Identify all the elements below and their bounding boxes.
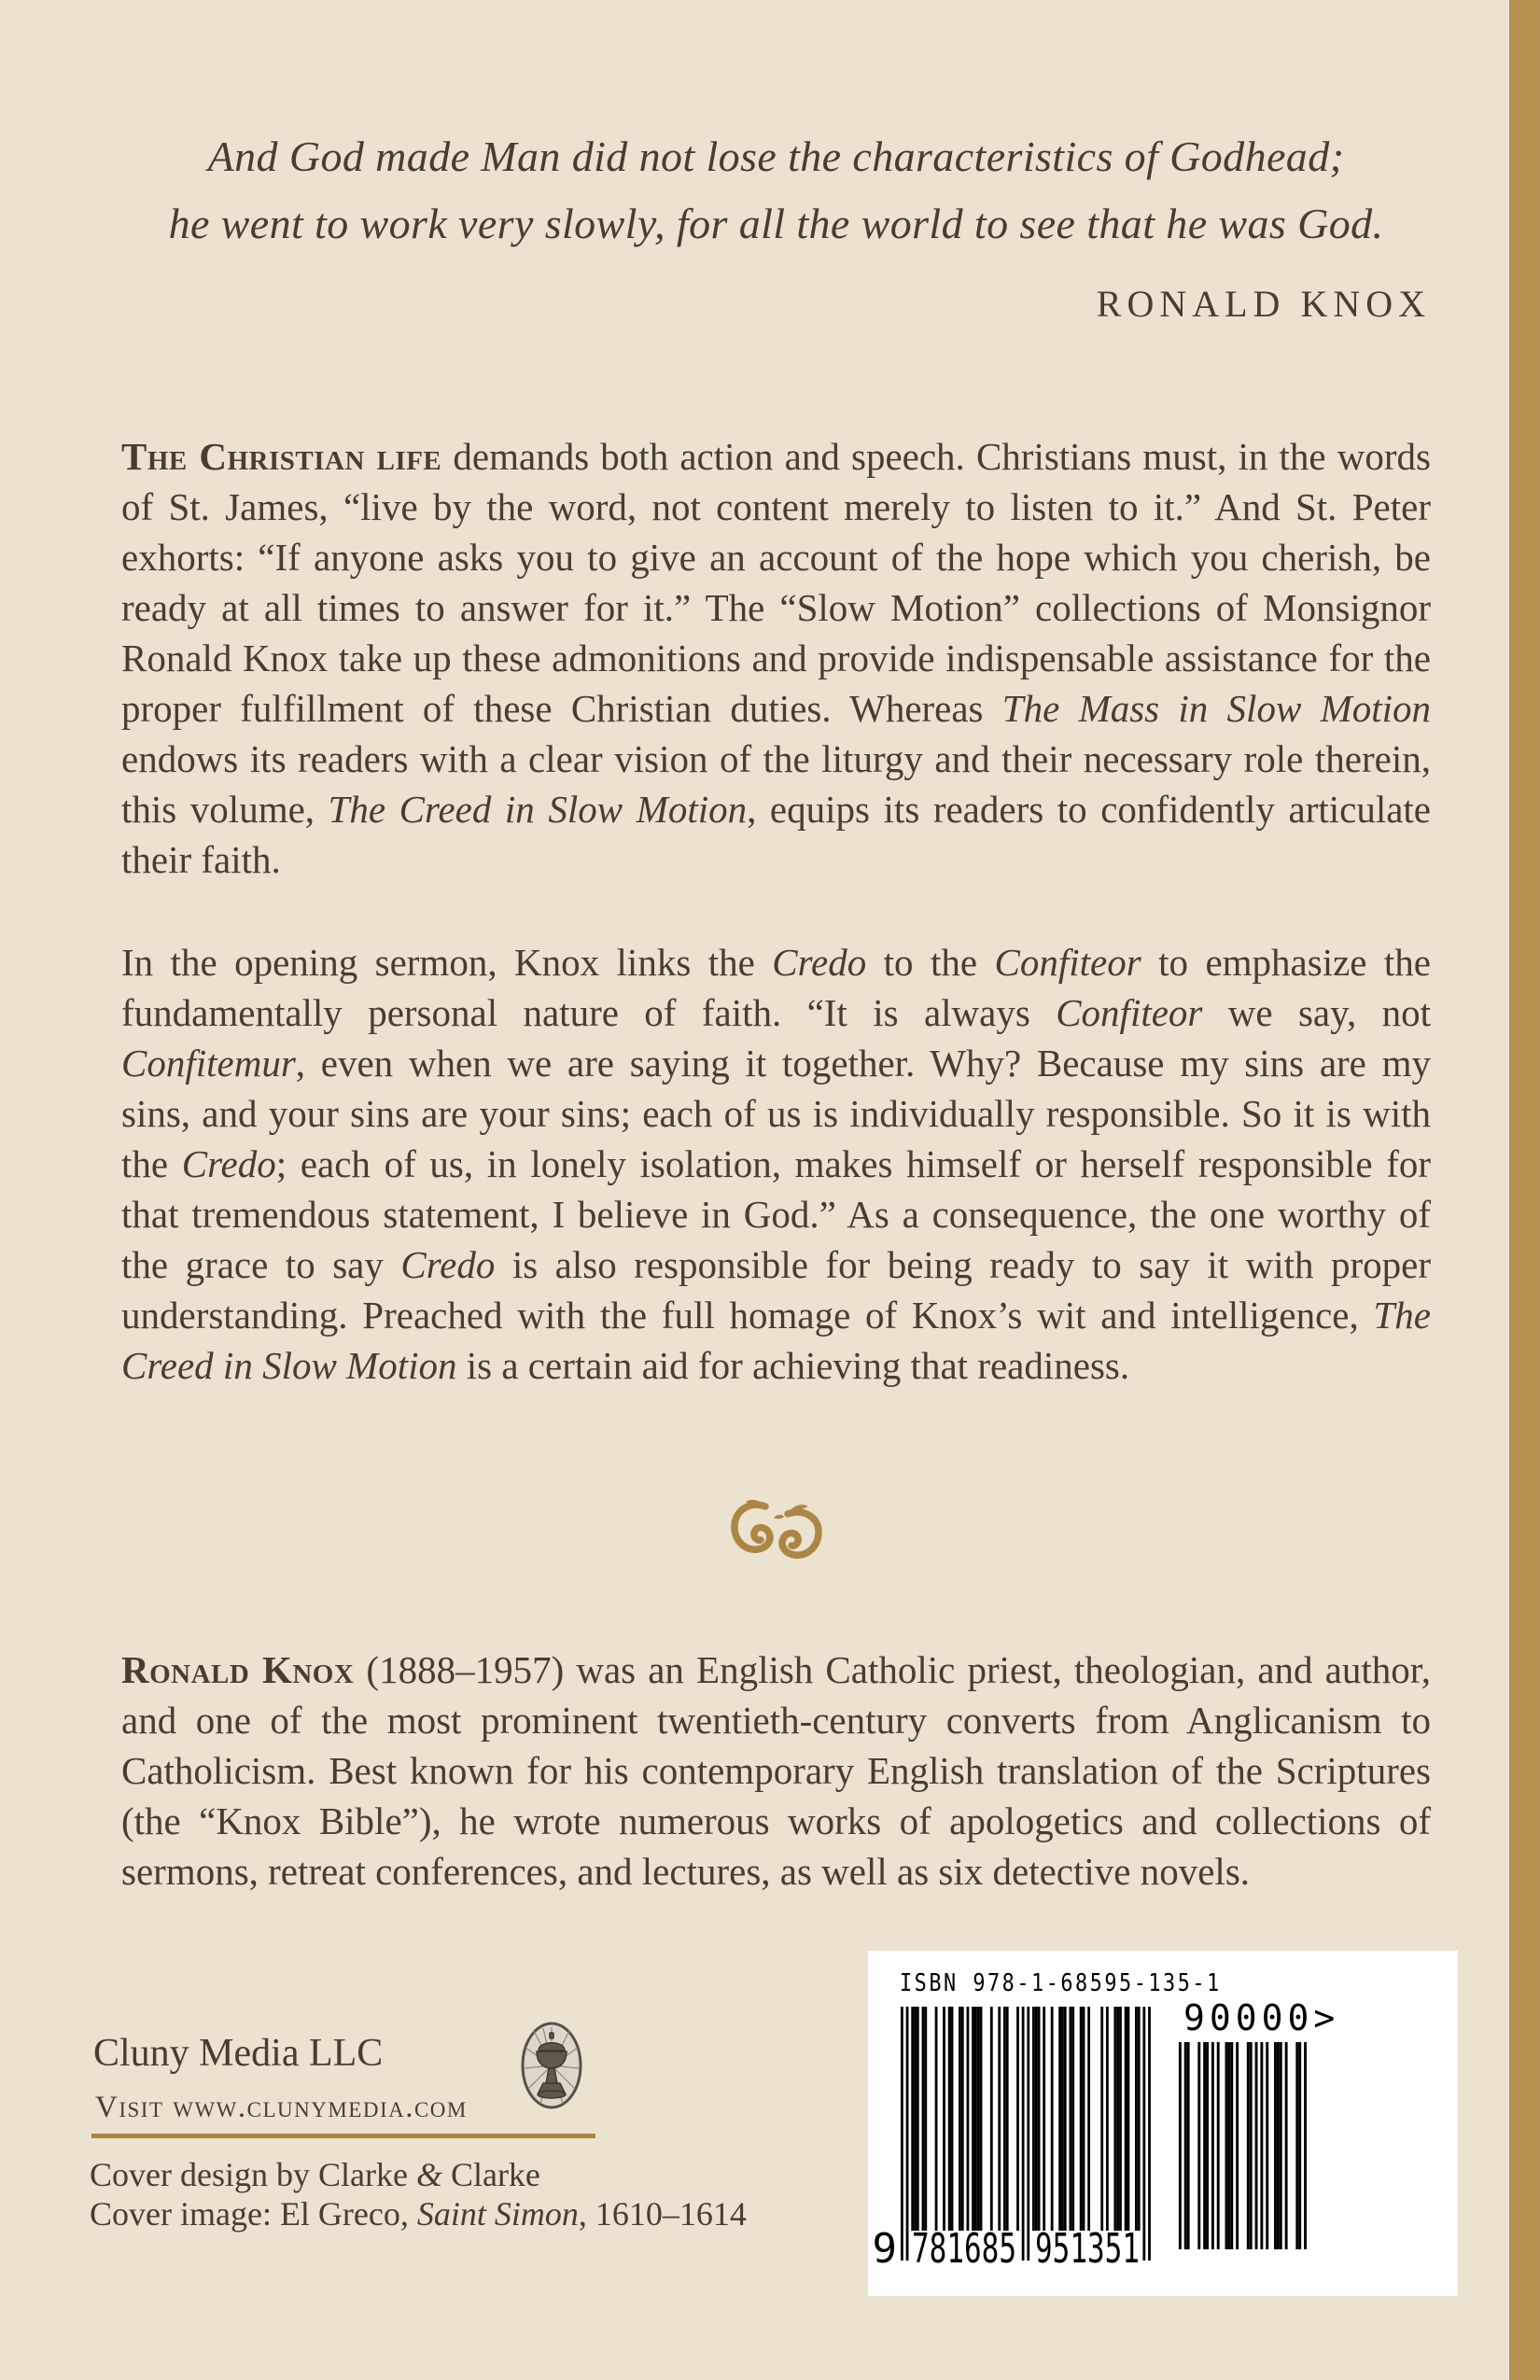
blurb-paragraph-1: The Christian life demands both action and speech. Christians must, in the words of St. James, “live by the word, not content merely to listen to it.” And St. Peter exhorts: “If anyone asks you to give an account of the hope which you cherish, be ready at all times to answer for it.” The “Slow Motion” collections of Monsignor Ronald Knox take up these admonitions and provide indispensable assistance for the proper fulfillment of these Christian duties. Whereas The Mass in Slow Motion endows its readers with a clear vision of the liturgy and their necessary role therein, this volume, The Creed in Slow Motion, equips its readers to confidently articulate their faith. bbox=[121, 435, 1432, 881]
svg-text:781685: 781685 bbox=[912, 2225, 1016, 2265]
publisher-name: Cluny Media LLC bbox=[93, 2032, 384, 2075]
footer-divider-rule bbox=[91, 2134, 595, 2138]
ean13-barcode bbox=[873, 2007, 1181, 2270]
barcode-panel bbox=[868, 1951, 1458, 2296]
ean5-supplement-barcode bbox=[1176, 2042, 1307, 2254]
cluny-chalice-medallion-icon bbox=[521, 2022, 582, 2109]
epigraph-quote bbox=[121, 123, 1431, 258]
author-bio-paragraph: Ronald Knox (1888–1957) was an English Catholic priest, theologian, and author, and one of the most prominent twentieth-century converts from Anglicanism to Catholicism. Best known for his contemporary English translation of the Scriptures (the “Knox Bible”), he wrote numerous works of apologetics and collections of sermons, retreat conferences, and lectures, as well as six detective novels. bbox=[121, 1648, 1432, 1893]
epigraph-line-1: And God made Man did not lose the characteristics of Godhead; bbox=[207, 133, 1345, 180]
isbn-number-label: ISBN 978-1-68595-135-1 bbox=[900, 1969, 1222, 1997]
epigraph-line-2: he went to work very slowly, for all the world to see that he was God. bbox=[168, 200, 1384, 247]
cover-design-credit: Cover design by Clarke & Clarke bbox=[90, 2156, 540, 2193]
publisher-website: Visit www.clunymedia.com bbox=[95, 2091, 468, 2124]
price-code-label: 90000> bbox=[1183, 1997, 1340, 2038]
svg-text:9: 9 bbox=[873, 2225, 897, 2265]
epigraph-attribution: RONALD KNOX bbox=[1096, 283, 1431, 325]
cover-image-credit: Cover image: El Greco, Saint Simon, 1610–1614 bbox=[90, 2195, 747, 2233]
svg-text:951351: 951351 bbox=[1035, 2225, 1140, 2265]
back-cover-content bbox=[121, 0, 1431, 1935]
blurb-paragraph-2: In the opening sermon, Knox links the Credo to the Confiteor to emphasize the fundamentally personal nature of faith. “It is always Confiteor we say, not Confitemur, even when we are saying it together. Why? Because my sins are my sins, and your sins are your sins; each of us is individually responsible. So it is with the Credo; each of us, in lonely isolation, makes himself or herself responsible for that tremendous statement, I believe in God.” As a consequence, the one worthy of the grace to say Credo is also responsible for being ready to say it with proper understanding. Preached with the full homage of Knox’s wit and intelligence, The Creed in Slow Motion is a certain aid for achieving that readiness. bbox=[121, 941, 1432, 1387]
spine-edge-stripe bbox=[1509, 0, 1540, 2380]
fleuron-ornament-icon bbox=[121, 1499, 1431, 1559]
